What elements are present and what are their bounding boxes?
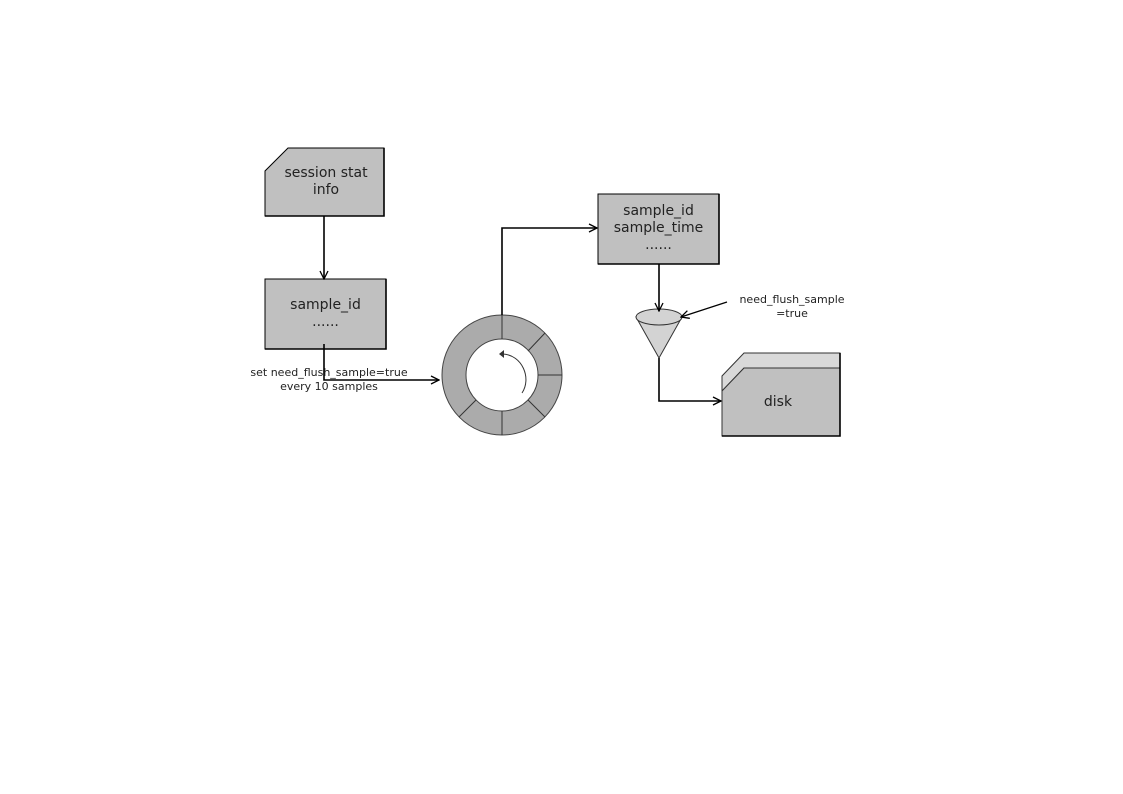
- filter-funnel-node: [636, 309, 682, 358]
- flush-rule-annotation: set need_flush_sample=true every 10 samples: [250, 366, 408, 393]
- ring-buffer-node: [442, 315, 562, 435]
- sample-record-label: sample_id sample_time ......: [613, 203, 704, 253]
- disk-label: disk: [763, 394, 793, 410]
- edge-ring-to-record: [502, 228, 597, 315]
- session-stat-label: session stat info: [284, 165, 368, 198]
- edge-funnel-to-disk: [659, 358, 721, 401]
- edge-condition-to-funnel: [681, 302, 727, 317]
- flush-condition-annotation: need_flush_sample =true: [739, 293, 845, 320]
- sample-buffer-label: sample_id ......: [290, 297, 361, 330]
